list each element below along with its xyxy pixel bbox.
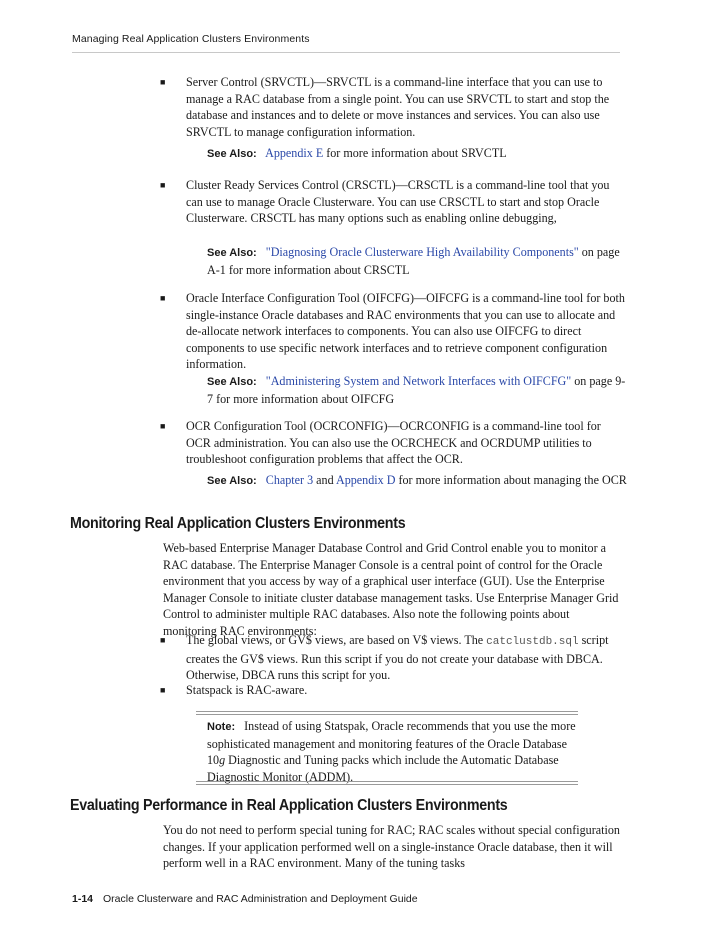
list-item-gv-views	[186, 632, 626, 684]
list-item-ocrconfig: OCR Configuration Tool (OCRCONFIG)—OCRCONFIG is a command-line tool for OCR administration. You can also use the OCRCHECK and OCRDUMP utilities to troubleshoot configuration problems that affect the OCR.	[186, 419, 601, 466]
list-item-srvctl: Server Control (SRVCTL)—SRVCTL is a command-line interface that you can use to manage a RAC database from a single point. You can use SRVCTL to start and stop the database and instances and to delete or move instances and services. You can also use SRVCTL to manage configuration information.	[186, 75, 610, 139]
bullet-marker: ■	[160, 293, 166, 303]
section-heading-monitoring: Monitoring Real Application Clusters Environments	[70, 515, 406, 532]
list-item-crsctl: Cluster Ready Services Control (CRSCTL)—CRSCTL is a command-line tool that you can use to manage Oracle Clusterware. You can use CRSCTL to start and stop Oracle Clusterware. CRSCTL has many options such as enabling online debugging,	[186, 178, 610, 225]
bullet-marker: ■	[160, 685, 166, 695]
running-head: Managing Real Application Clusters Environments	[72, 33, 310, 45]
see-also-text: for more information about managing the OCR	[395, 473, 627, 487]
gv-views-text: The global views, or GV$ views, are based on V$ views. The	[186, 633, 487, 647]
list-item-oifcfg: Oracle Interface Configuration Tool (OIFCFG)—OIFCFG is a command-line tool for both single-instance Oracle databases and RAC environments that you can use to allocate and de-allocate network interfaces to components. You can also use OIFCFG to direct components to use specific network interfaces and to retrieve component configuration information.	[186, 291, 625, 371]
bullet-marker: ■	[160, 180, 166, 190]
script-name-code: catclustdb.sql	[486, 636, 579, 648]
page-number: 1-14	[72, 893, 94, 905]
note-bottom-rule	[196, 781, 578, 785]
note-text: Diagnostic and Tuning packs which include the Automatic Database Diagnostic Monitor (ADDM).	[207, 753, 559, 784]
bullet-marker: ■	[160, 635, 166, 645]
note-text: Instead of using Statspak, Oracle recommends that you use the more sophisticated management and monitoring features of the Oracle Database 10	[207, 719, 576, 767]
see-also-text: and	[313, 473, 336, 487]
page-footer	[72, 893, 418, 905]
see-also-crsctl	[207, 244, 627, 278]
see-also-label: See Also:	[207, 247, 257, 259]
evaluating-paragraph: You do not need to perform special tuning for RAC; RAC scales without special configuration changes. If your application performed well on a single-instance Oracle database, then it will perform well in a RAC environment. Many of the tuning tasks	[163, 823, 620, 870]
appendix-e-link[interactable]: Appendix E	[265, 146, 324, 160]
note-text-italic: g	[219, 753, 226, 767]
see-also-text: on page A-1 for more information about CRSCTL	[207, 245, 620, 277]
header-rule	[72, 52, 620, 53]
see-also-srvctl	[207, 145, 627, 163]
gv-views-text: script creates the GV$ views. Run this script if you do not create your database with DBCA. Otherwise, DBCA runs this script for you.	[186, 633, 609, 682]
appendix-d-link[interactable]: Appendix D	[335, 473, 396, 487]
administering-interfaces-link[interactable]: "Administering System and Network Interfaces with OIFCFG"	[265, 374, 572, 388]
bullet-marker: ■	[160, 421, 166, 431]
diagnosing-clusterware-link[interactable]: "Diagnosing Oracle Clusterware High Availability Components"	[265, 245, 579, 259]
see-also-label: See Also:	[207, 475, 257, 487]
list-item-statspack: Statspack is RAC-aware.	[186, 683, 308, 697]
note-label: Note:	[207, 721, 236, 733]
book-title: Oracle Clusterware and RAC Administration and Deployment Guide	[103, 893, 418, 905]
see-also-text: for more information about SRVCTL	[323, 146, 507, 160]
chapter-3-link[interactable]: Chapter 3	[265, 473, 314, 487]
see-also-label: See Also:	[207, 376, 257, 388]
section-heading-evaluating: Evaluating Performance in Real Application Clusters Environments	[70, 797, 508, 814]
note-block	[207, 718, 582, 785]
note-top-rule	[196, 711, 578, 715]
bullet-marker: ■	[160, 77, 166, 87]
monitoring-paragraph: Web-based Enterprise Manager Database Control and Grid Control enable you to monitor a RAC database. The Enterprise Manager Console is a central point of control for the Oracle environment that you access by way of a graphical user interface (GUI). Use the Enterprise Manager Console to initiate cluster database management tasks. Use Enterprise Manager Grid Control to administer multiple RAC databases. Also note the following points about monitoring RAC environments:	[163, 541, 619, 638]
see-also-text: on page 9-7 for more information about OIFCFG	[207, 374, 626, 406]
see-also-label: See Also:	[207, 148, 257, 160]
see-also-oifcfg	[207, 373, 627, 407]
see-also-ocrconfig	[207, 472, 627, 490]
